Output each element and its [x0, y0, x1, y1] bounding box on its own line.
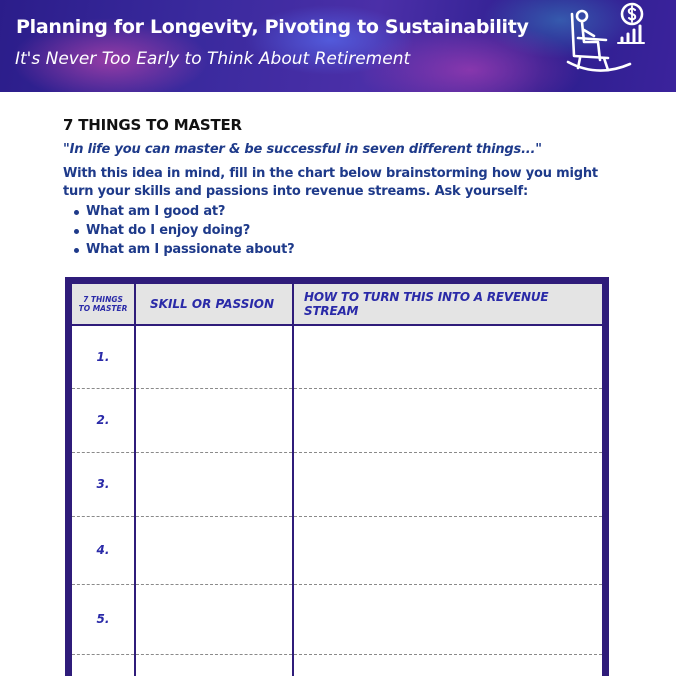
revenue-cell[interactable] [293, 388, 602, 452]
skill-cell[interactable] [135, 388, 293, 452]
instructions-text: With this idea in mind, fill in the chart below brainstorming how you might turn your skills and passions into revenue streams. Ask yourself: [63, 166, 598, 199]
instructions-section [63, 116, 623, 259]
page-title: Planning for Longevity, Pivoting to Sustainability [16, 16, 529, 38]
table-row [72, 388, 602, 452]
revenue-cell[interactable] [293, 584, 602, 654]
column-header-number-line1: 7 THINGS [83, 295, 123, 304]
column-header-number-line2: TO MASTER [78, 304, 128, 313]
question-list [63, 202, 623, 259]
revenue-cell[interactable] [293, 654, 602, 676]
revenue-cell[interactable] [293, 452, 602, 516]
retiree-rocking-chair-icon [564, 2, 648, 80]
table-row [72, 452, 602, 516]
column-header-revenue: HOW TO TURN THIS INTO A REVENUE STREAM [293, 284, 602, 325]
worksheet-table [72, 284, 602, 676]
revenue-cell[interactable] [293, 516, 602, 584]
skill-cell[interactable] [135, 654, 293, 676]
question-item: What am I passionate about? [63, 240, 623, 259]
row-number: 1. [72, 325, 135, 388]
page-subtitle: It's Never Too Early to Think About Retirement [15, 49, 411, 69]
row-number: 2. [72, 388, 135, 452]
row-number: 3. [72, 452, 135, 516]
skill-cell[interactable] [135, 584, 293, 654]
worksheet-table-frame [65, 277, 609, 676]
table-row [72, 654, 602, 676]
quote-text: "In life you can master & be successful in seven different things..." [63, 142, 542, 157]
skill-cell[interactable] [135, 516, 293, 584]
table-row [72, 584, 602, 654]
skill-cell[interactable] [135, 325, 293, 388]
header-banner [0, 0, 676, 92]
section-heading: 7 THINGS TO MASTER [63, 116, 242, 134]
column-header-skill: SKILL OR PASSION [135, 284, 293, 325]
column-header-number [72, 284, 135, 325]
row-number: 4. [72, 516, 135, 584]
row-number [72, 654, 135, 676]
skill-cell[interactable] [135, 452, 293, 516]
row-number: 5. [72, 584, 135, 654]
table-row [72, 325, 602, 388]
question-item: What do I enjoy doing? [63, 221, 623, 240]
table-header-row [72, 284, 602, 325]
revenue-cell[interactable] [293, 325, 602, 388]
table-row [72, 516, 602, 584]
question-item: What am I good at? [63, 202, 623, 221]
